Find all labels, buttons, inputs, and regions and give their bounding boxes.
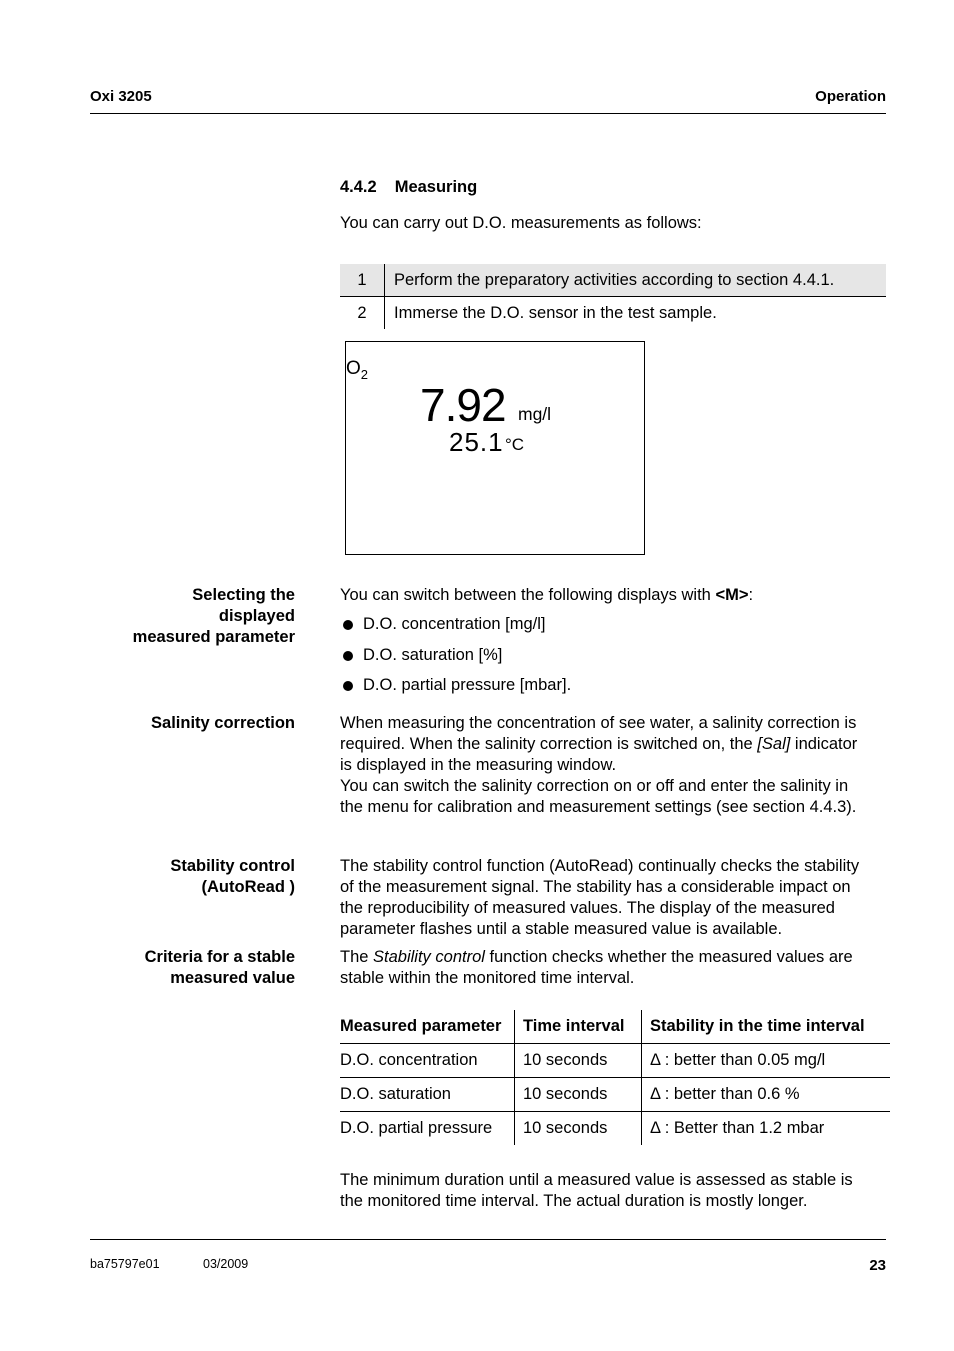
side-label-line: Criteria for a stable (144, 948, 295, 966)
section-heading (340, 178, 477, 197)
text-span: function checks whether the measured values are (484, 948, 853, 966)
meter-display (345, 341, 645, 555)
page-number: 23 (869, 1257, 886, 1274)
text-line: of the measurement signal. The stability has a considerable impact on (340, 878, 851, 896)
side-label-line: displayed (218, 607, 295, 625)
step-text: Immerse the D.O. sensor in the test sample. (394, 303, 717, 322)
key-m: <M> (715, 586, 749, 604)
section-title: Measuring (394, 178, 478, 196)
closing-text (340, 1170, 888, 1212)
selecting-text-post: : (748, 586, 754, 604)
text-line: stable within the monitored time interval. (340, 969, 635, 987)
table-row (340, 297, 886, 330)
stability-control-term: Stability control (373, 948, 485, 966)
parameter-list (340, 614, 571, 706)
text-line: When measuring the concentration of see water, a salinity correction is (340, 714, 857, 732)
side-label-criteria (90, 947, 295, 989)
table-cell: 10 seconds (515, 1112, 642, 1146)
criteria-table (340, 1010, 890, 1145)
display-parameter-sub: 2 (360, 366, 369, 382)
stability-text (340, 856, 888, 940)
text-line: is displayed in the measuring window. (340, 756, 617, 774)
section-number: 4.4.2 (340, 178, 377, 196)
step-number: 1 (340, 264, 385, 297)
display-temperature: 25.1 (449, 427, 504, 457)
display-temperature-unit: °C (505, 435, 525, 454)
table-cell: D.O. partial pressure (340, 1119, 493, 1137)
list-item (340, 675, 571, 706)
column-header: Measured parameter (340, 1010, 515, 1044)
list-item (340, 614, 571, 645)
header-rule (90, 113, 886, 114)
footer-rule (90, 1239, 886, 1240)
steps-table (340, 264, 886, 329)
table-cell: D.O. concentration (340, 1044, 515, 1078)
table-row (340, 1044, 890, 1078)
header-doc-title: Oxi 3205 (90, 88, 152, 105)
side-label-selecting (90, 585, 295, 648)
side-label-line: measured parameter (132, 628, 295, 646)
text-span: indicator (790, 735, 858, 753)
table-row (340, 1112, 890, 1146)
bullet-icon (343, 651, 353, 661)
text-line: You can switch the salinity correction on or off and enter the salinity in (340, 777, 849, 795)
table-row (340, 1078, 890, 1112)
display-parameter (346, 358, 368, 382)
criteria-text (340, 947, 888, 989)
table-cell: D.O. saturation (340, 1078, 515, 1112)
selecting-text (340, 585, 888, 606)
section-intro: You can carry out D.O. measurements as follows: (340, 214, 702, 232)
table-cell: Δ : better than 0.05 mg/l (642, 1044, 891, 1078)
table-cell: 10 seconds (515, 1044, 642, 1078)
list-item-text: D.O. concentration [mg/l] (363, 615, 546, 633)
list-item (340, 645, 571, 676)
table-row (340, 264, 886, 297)
bullet-icon (343, 681, 353, 691)
selecting-text-pre: You can switch between the following displays with (340, 586, 716, 604)
column-header: Time interval (515, 1010, 642, 1044)
text-span: required. When the salinity correction is switched on, the (340, 735, 758, 753)
bullet-icon (343, 620, 353, 630)
side-label-stability (90, 856, 295, 898)
list-item-text: D.O. saturation [%] (363, 645, 503, 664)
column-header: Stability in the time interval (642, 1010, 891, 1044)
text-line (340, 947, 888, 968)
text-line: the reproducibility of measured values. The display of the measured (340, 899, 835, 917)
table-cell: 10 seconds (515, 1078, 642, 1112)
side-label-line: measured value (170, 969, 295, 987)
sal-indicator-text: [Sal] (757, 735, 791, 753)
list-item-text: D.O. partial pressure [mbar]. (363, 676, 572, 694)
step-number: 2 (340, 297, 385, 330)
side-label-salinity: Salinity correction (151, 714, 295, 732)
step-text: Perform the preparatory activities according to section 4.4.1. (385, 264, 887, 297)
footer-doc-number: ba75797e01 (90, 1257, 160, 1271)
text-line: the menu for calibration and measurement settings (see section 4.4.3). (340, 798, 857, 816)
text-line: the monitored time interval. The actual duration is mostly longer. (340, 1192, 808, 1210)
table-header-row (340, 1010, 890, 1044)
display-unit: mg/l (518, 404, 552, 424)
text-line (340, 734, 888, 755)
side-label-line: (AutoRead ) (201, 878, 295, 896)
side-label-line: Selecting the (192, 586, 295, 604)
side-label-line: Stability control (170, 857, 295, 875)
text-line: parameter flashes until a stable measured value is available. (340, 920, 783, 938)
table-cell: Δ : better than 0.6 % (642, 1078, 891, 1112)
display-value: 7.92 (420, 379, 506, 431)
text-line: The stability control function (AutoRead) continually checks the stability (340, 857, 860, 875)
text-span: The (340, 948, 374, 966)
display-parameter-base: O (346, 358, 361, 379)
text-line: The minimum duration until a measured value is assessed as stable is (340, 1171, 853, 1189)
header-chapter: Operation (815, 88, 886, 105)
table-cell: Δ : Better than 1.2 mbar (642, 1112, 891, 1146)
salinity-text (340, 713, 888, 818)
footer-date: 03/2009 (203, 1257, 249, 1271)
